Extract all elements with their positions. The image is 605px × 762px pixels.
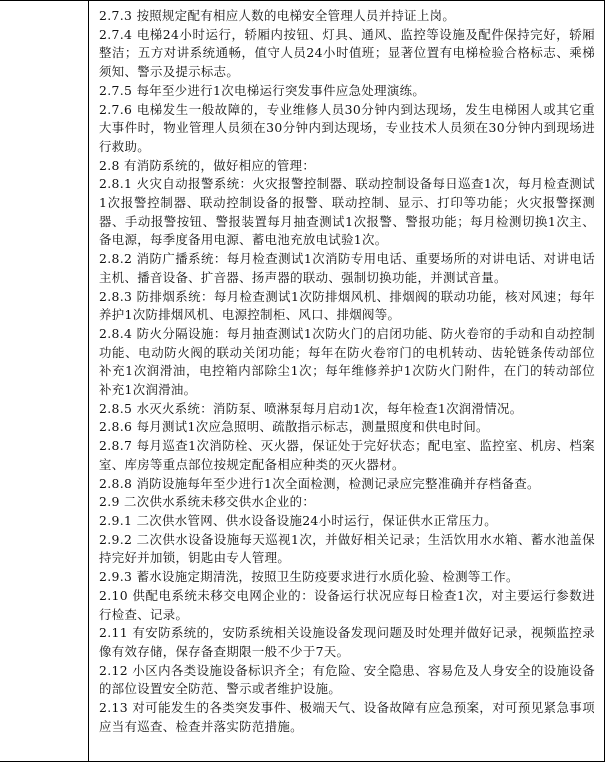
para-2-11: 2.11 有安防系统的，安防系统相关设施设备发现问题及时处理并做好记录，视频监控录像有效存储，保存备查期限一般不少于7天。 xyxy=(99,625,595,659)
table-left-column xyxy=(0,1,89,761)
para-2-10: 2.10 供配电系统未移交电网企业的：设备运行状况应每日检查1次，对主要运行参数进行检查、记录。 xyxy=(99,587,595,622)
para-2-7-6: 2.7.6 电梯发生一般故障的，专业维修人员30分钟内到达现场，发生电梯困人或其它重大事件时，物业管理人员须在30分钟内到达现场，专业技术人员须在30分钟内到现场进行救助。 xyxy=(99,101,595,154)
para-2-9-1: 2.9.1 二次供水管网、供水设备设施24小时运行，保证供水正常压力。 xyxy=(99,512,498,528)
para-2-12: 2.12 小区内各类设施设备标识齐全；有危险、安全隐患、容易危及人身安全的设施设备的部位设置安全防范、警示或者维护设施。 xyxy=(99,662,595,697)
para-2-9-3: 2.9.3 蓄水设施定期清洗，按照卫生防疫要求进行水质化验、检测等工作。 xyxy=(99,569,519,585)
para-2-9: 2.9 二次供水系统未移交供水企业的： xyxy=(99,494,316,510)
para-2-7-5: 2.7.5 每年至少进行1次电梯运行突发事件应急处理演练。 xyxy=(99,82,426,98)
para-2-8-3: 2.8.3 防排烟系统：每月检查测试1次防排烟风机、排烟阀的联动功能，核对风速；每年养护1次防排烟风机、电源控制柜、风口、排烟阀等。 xyxy=(99,288,595,323)
para-2-9-2: 2.9.2 二次供水设备设施每天巡视1次，并做好相关记录；生活饮用水水箱、蓄水池盖保持完好并加锁，钥匙由专人管理。 xyxy=(99,531,595,566)
para-2-8-2: 2.8.2 消防广播系统：每月检查测试1次消防专用电话、重要场所的对讲电话、对讲电话主机、播音设备、扩音器、扬声器的联动、强制切换功能，并测试音量。 xyxy=(99,251,595,285)
para-2-13: 2.13 对可能发生的各类突发事件、极端天气、设备故障有应急预案，对可预见紧急事项应当有巡查、检查并落实防范措施。 xyxy=(99,700,595,734)
para-2-8: 2.8 有消防系统的，做好相应的管理： xyxy=(99,157,316,173)
para-2-8-1: 2.8.1 火灾自动报警系统：火灾报警控制器、联动控制设备每日巡查1次，每月检查测试1次报警控制器、联动控制设备的报警、联动控制、显示、打印等功能；火灾报警探测器、手动报警按钮、警报装置每月抽查测试1次报警、警报功能；每月检测切换1次主、备电源，每季度备用电源、蓄电池充放电试验1次。 xyxy=(99,176,595,248)
para-2-7-4: 2.7.4 电梯24小时运行，轿厢内按钮、灯具、通风、监控等设施及配件保持完好，轿厢整洁；五方对讲系统通畅，值守人员24小时值班；显著位置有电梯检验合格标志、乘梯须知、警示及提示标志。 xyxy=(99,26,595,80)
para-2-8-4: 2.8.4 防火分隔设施：每月抽查测试1次防火门的启闭功能、防火卷帘的手动和自动控制功能、电动防火阀的联动关闭功能；每年在防火卷帘门的电机转动、齿轮链条传动部位补充1次润滑油，电控箱内部除尘1次；每年维修养护1次防火门附件，在门的转动部位补充1次润滑油。 xyxy=(99,325,595,398)
para-2-8-7: 2.8.7 每月巡查1次消防栓、灭火器，保证处于完好状态；配电室、监控室、机房、档案室、库房等重点部位按规定配备相应种类的灭火器材。 xyxy=(99,438,595,472)
para-2-8-5: 2.8.5 水灭火系统：消防泵、喷淋泵每月启动1次，每年检查1次润滑情况。 xyxy=(99,400,523,416)
requirements-text xyxy=(99,7,595,736)
para-2-8-8: 2.8.8 消防设施每年至少进行1次全面检测，检测记录应完整准确并存档备查。 xyxy=(99,475,540,491)
para-2-7-3: 2.7.3 按照规定配有相应人数的电梯安全管理人员并持证上岗。 xyxy=(99,8,456,23)
para-2-8-6: 2.8.6 每月测试1次应急照明、疏散指示标志，测量照度和供电时间。 xyxy=(99,419,489,435)
